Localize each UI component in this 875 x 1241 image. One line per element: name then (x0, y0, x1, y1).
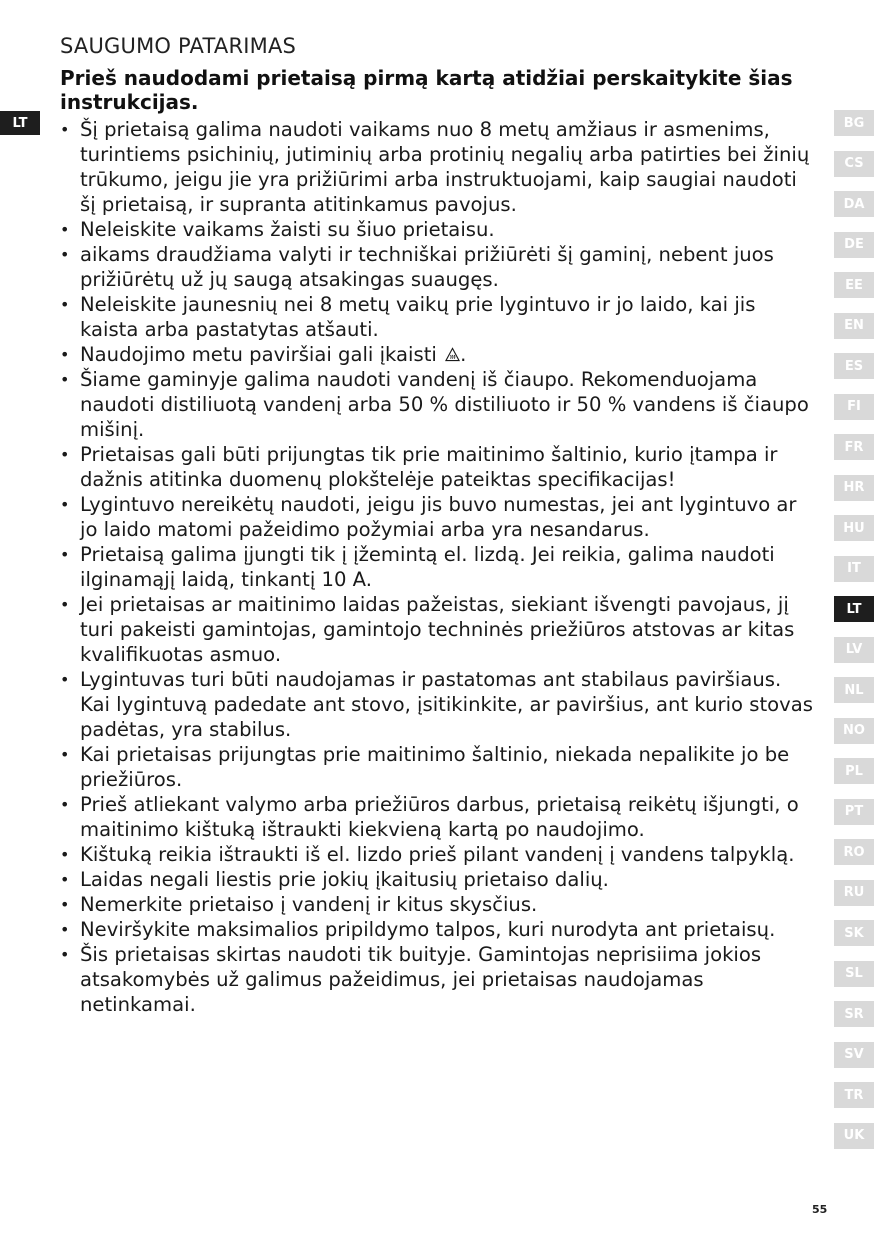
list-item (58, 367, 816, 442)
language-tab[interactable]: SK (834, 920, 874, 946)
language-tab[interactable]: SV (834, 1042, 874, 1068)
language-tab[interactable]: HU (834, 515, 874, 541)
list-item-text: Neleiskite vaikams žaisti su šiuo prietaisu. (80, 218, 495, 241)
language-tab[interactable]: UK (834, 1123, 874, 1149)
list-item (58, 492, 816, 542)
hot-surface-warning-icon (445, 347, 460, 362)
bullet: • (60, 895, 70, 914)
list-item-text: Šis prietaisas skirtas naudoti tik buityje. Gamintojas neprisiima jokios atsakomybės už galimus pažeidimus, jei prietaisas naudojamas netinkamai. (80, 943, 762, 1016)
language-tab[interactable]: HR (834, 475, 874, 501)
language-tab[interactable]: FR (834, 434, 874, 460)
list-item-text: Prietaisą galima įjungti tik į įžemintą el. lizdą. Jei reikia, galima naudoti ilginamąjį laidą, tinkantį 10 A. (80, 543, 775, 591)
list-item-text: Prietaisas gali būti prijungtas tik prie maitinimo šaltinio, kurio įtampa ir dažnis atitinka duomenų plokštelėje pateiktas specifikacijas! (80, 443, 778, 491)
list-item (58, 242, 816, 292)
list-item (58, 592, 816, 667)
bullet: • (60, 595, 70, 614)
language-tab[interactable]: RU (834, 880, 874, 906)
language-tab[interactable]: EE (834, 272, 874, 298)
list-item-text: Šiame gaminyje galima naudoti vandenį iš čiaupo. Rekomenduojama naudoti distiliuotą vandenį arba 50 % distiliuoto ir 50 % vandens iš čiaupo mišinį. (80, 368, 809, 441)
language-tab[interactable]: TR (834, 1082, 874, 1108)
list-item-text: Laidas negali liestis prie jokių įkaitusių prietaiso dalių. (80, 868, 609, 891)
language-tab[interactable]: NO (834, 718, 874, 744)
bullet: • (60, 370, 70, 389)
list-item-text: Kai prietaisas prijungtas prie maitinimo šaltinio, niekada nepalikite jo be priežiūros. (80, 743, 790, 791)
language-tab[interactable]: LV (834, 637, 874, 663)
bullet: • (60, 920, 70, 939)
list-item (58, 742, 816, 792)
intro-text: Prieš naudodami prietaisą pirmą kartą atidžiai perskaitykite šias instrukcijas. (60, 66, 793, 114)
language-tab[interactable]: RO (834, 839, 874, 865)
list-item (58, 542, 816, 592)
bullet: • (60, 245, 70, 264)
safety-instructions-list (58, 117, 816, 1017)
list-item (58, 217, 816, 242)
list-item-text: Šį prietaisą galima naudoti vaikams nuo 8 metų amžiaus ir asmenims, turintiems psichinių, jutiminių arba protinių negalių arba patirties bei žinių trūkumo, jeigu jie yra prižiūrimi arba instruktuojami, kaip saugiai naudoti šį prietaisą, ir supranta atitinkamus pavojus. (80, 118, 810, 216)
bullet: • (60, 120, 70, 139)
list-item (58, 942, 816, 1017)
list-item (58, 892, 816, 917)
language-tab[interactable]: DA (834, 191, 874, 217)
language-tab[interactable]: BG (834, 110, 874, 136)
language-tab[interactable]: PL (834, 758, 874, 784)
bullet: • (60, 845, 70, 864)
list-item-text: Kištuką reikia ištraukti iš el. lizdo prieš pilant vandenį į vandens talpyklą. (80, 843, 795, 866)
list-item-text: Jei prietaisas ar maitinimo laidas pažeistas, siekiant išvengti pavojaus, jį turi pakeisti gamintojas, gamintojo techninės priežiūros atstovas ar kitas kvalifikuotas asmuo. (80, 593, 795, 666)
bullet: • (60, 345, 70, 364)
list-item (58, 867, 816, 892)
list-item (58, 917, 816, 942)
list-item (58, 442, 816, 492)
list-item (58, 342, 816, 367)
bullet: • (60, 295, 70, 314)
list-item-text: Nemerkite prietaiso į vandenį ir kitus skysčius. (80, 893, 538, 916)
section-title: SAUGUMO PATARIMAS (60, 34, 297, 58)
language-tab[interactable]: PT (834, 799, 874, 825)
language-tab[interactable]: IT (834, 556, 874, 582)
language-tab[interactable]: SR (834, 1001, 874, 1027)
bullet: • (60, 945, 70, 964)
list-item (58, 667, 816, 742)
language-marker: LT (0, 111, 40, 135)
bullet: • (60, 220, 70, 239)
bullet: • (60, 795, 70, 814)
list-item-text: aikams draudžiama valyti ir techniškai prižiūrėti šį gaminį, nebent juos prižiūrėtų už jų saugą atsakingas suaugęs. (80, 243, 774, 291)
bullet: • (60, 445, 70, 464)
bullet: • (60, 545, 70, 564)
language-tab[interactable]: DE (834, 232, 874, 258)
bullet: • (60, 670, 70, 689)
list-item-suffix: . (460, 343, 467, 366)
list-item (58, 117, 816, 217)
list-item-text: Neleiskite jaunesnių nei 8 metų vaikų prie lygintuvo ir jo laido, kai jis kaista arba pastatytas atšauti. (80, 293, 756, 341)
list-item-text: Lygintuvo nereikėtų naudoti, jeigu jis buvo numestas, jei ant lygintuvo ar jo laido matomi pažeidimo požymiai arba yra nesandarus. (80, 493, 797, 541)
language-tab[interactable]: SL (834, 961, 874, 987)
page-number: 55 (812, 1203, 828, 1216)
bullet: • (60, 870, 70, 889)
list-item-text: Neviršykite maksimalios pripildymo talpos, kuri nurodyta ant prietaisų. (80, 918, 776, 941)
language-tab[interactable]: ES (834, 353, 874, 379)
bullet: • (60, 745, 70, 764)
language-tab[interactable]: NL (834, 677, 874, 703)
language-tab[interactable]: EN (834, 313, 874, 339)
language-tab[interactable]: CS (834, 151, 874, 177)
list-item (58, 842, 816, 867)
language-tab-active[interactable]: LT (834, 596, 874, 622)
list-item (58, 792, 816, 842)
language-tabs (834, 110, 874, 1163)
bullet: • (60, 495, 70, 514)
language-tab[interactable]: FI (834, 394, 874, 420)
list-item-text: Naudojimo metu paviršiai gali įkaisti (80, 343, 437, 366)
list-item-text: Prieš atliekant valymo arba priežiūros darbus, prietaisą reikėtų išjungti, o maitinimo kištuką ištraukti kiekvieną kartą po naudojimo. (80, 793, 799, 841)
list-item-text: Lygintuvas turi būti naudojamas ir pastatomas ant stabilaus paviršiaus. Kai lygintuvą padedate ant stovo, įsitikinkite, ar paviršius, ant kurio stovas padėtas, yra stabilus. (80, 668, 813, 741)
list-item (58, 292, 816, 342)
